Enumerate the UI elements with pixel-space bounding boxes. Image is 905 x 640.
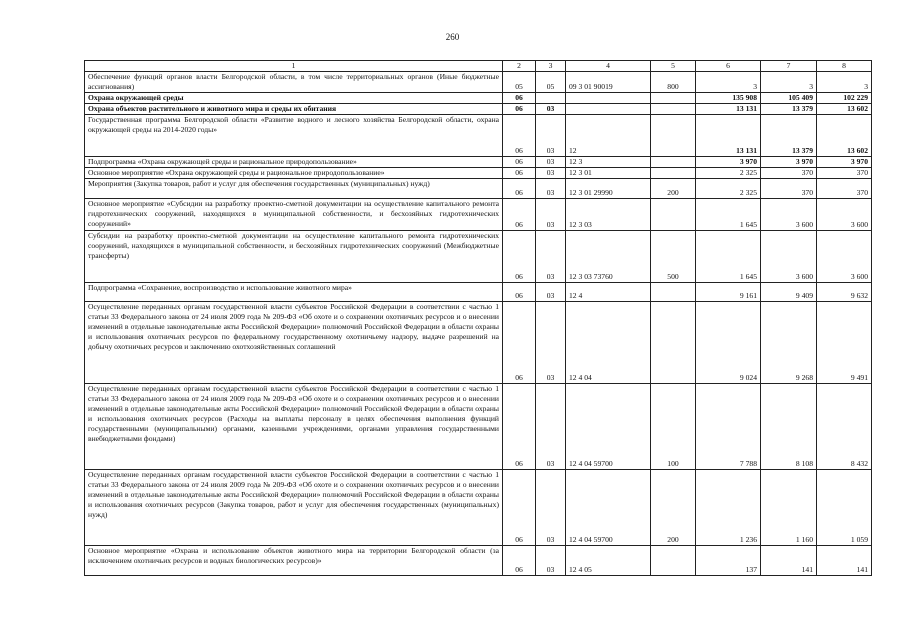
amount-col-8: 3 970 <box>817 157 872 168</box>
column-header: 5 <box>651 61 696 72</box>
section-code: 06 <box>503 546 536 576</box>
target-article-code: 12 3 <box>566 157 651 168</box>
target-article-code: 12 4 04 59700 <box>566 470 651 546</box>
expense-type-code <box>651 302 696 384</box>
section-code: 05 <box>503 72 536 93</box>
subsection-code: 03 <box>536 179 566 199</box>
table-row <box>85 231 872 283</box>
amount-col-6: 2 325 <box>696 168 761 179</box>
amount-col-7: 8 108 <box>761 384 817 470</box>
expense-type-code <box>651 93 696 104</box>
target-article-code: 12 3 03 <box>566 199 651 231</box>
amount-col-6: 2 325 <box>696 179 761 199</box>
amount-col-6: 1 236 <box>696 470 761 546</box>
subsection-code: 03 <box>536 283 566 302</box>
section-code: 06 <box>503 157 536 168</box>
amount-col-8: 13 602 <box>817 115 872 157</box>
expense-type-code: 500 <box>651 231 696 283</box>
column-header: 3 <box>536 61 566 72</box>
expense-type-code <box>651 283 696 302</box>
amount-col-7: 9 268 <box>761 302 817 384</box>
row-name: Охрана окружающей среды <box>85 93 503 104</box>
section-code: 06 <box>503 93 536 104</box>
expense-type-code <box>651 546 696 576</box>
header-row <box>85 61 872 72</box>
row-name: Обеспечение функций органов власти Белгородской области, в том числе территориальных органов (Иные бюджетные ассигнования) <box>85 72 503 93</box>
amount-col-7: 370 <box>761 168 817 179</box>
amount-col-6: 9 161 <box>696 283 761 302</box>
subsection-code: 03 <box>536 104 566 115</box>
amount-col-6: 137 <box>696 546 761 576</box>
amount-col-8: 370 <box>817 168 872 179</box>
amount-col-8: 3 <box>817 72 872 93</box>
column-header: 8 <box>817 61 872 72</box>
expense-type-code: 200 <box>651 179 696 199</box>
row-name: Мероприятия (Закупка товаров, работ и услуг для обеспечения государственных (муниципальных) нужд) <box>85 179 503 199</box>
subsection-code: 03 <box>536 470 566 546</box>
row-name: Осуществление переданных органам государственной власти субъектов Российской Федерации в соответствии с частью 1 статьи 33 Федерального закона от 24 июля 2009 года № 209-ФЗ «Об охоте и о сохранении охотничьих ресурсов и о внесении изменений в отдельные законодательные акты Российской Федерации» полномочий Российской Федерации в области охраны и использования охотничьих ресурсов по федеральному государственному охотничьему надзору, выдаче разрешений на добычу охотничьих ресурсов и заключению охотхозяйственных соглашений <box>85 302 503 384</box>
subsection-code: 03 <box>536 302 566 384</box>
amount-col-7: 105 409 <box>761 93 817 104</box>
table-row <box>85 302 872 384</box>
target-article-code: 12 4 <box>566 283 651 302</box>
section-code: 06 <box>503 115 536 157</box>
row-name: Осуществление переданных органам государственной власти субъектов Российской Федерации в соответствии с частью 1 статьи 33 Федерального закона от 24 июля 2009 года № 209-ФЗ «Об охоте и о сохранении охотничьих ресурсов и о внесении изменений в отдельные законодательные акты Российской Федерации» полномочий Российской Федерации в области охраны и использования охотничьих ресурсов (Закупка товаров, работ и услуг для обеспечения государственных (муниципальных) нужд) <box>85 470 503 546</box>
amount-col-6: 13 131 <box>696 115 761 157</box>
row-name: Государственная программа Белгородской области «Развитие водного и лесного хозяйства Белгородской области, охрана окружающей среды на 2014-2020 годы» <box>85 115 503 157</box>
section-code: 06 <box>503 384 536 470</box>
amount-col-7: 3 600 <box>761 231 817 283</box>
section-code: 06 <box>503 470 536 546</box>
amount-col-6: 9 024 <box>696 302 761 384</box>
table-row <box>85 179 872 199</box>
table-row <box>85 199 872 231</box>
target-article-code: 09 3 01 90019 <box>566 72 651 93</box>
target-article-code: 12 4 04 59700 <box>566 384 651 470</box>
row-name: Подпрограмма «Сохранение, воспроизводство и использование животного мира» <box>85 283 503 302</box>
amount-col-8: 9 632 <box>817 283 872 302</box>
subsection-code: 03 <box>536 199 566 231</box>
row-name: Основное мероприятие «Охрана и использование объектов животного мира на территории Белгородской области (за исключением охотничьих ресурсов и водных биологических ресурсов)» <box>85 546 503 576</box>
table-row <box>85 384 872 470</box>
amount-col-6: 13 131 <box>696 104 761 115</box>
amount-col-6: 3 <box>696 72 761 93</box>
amount-col-6: 7 788 <box>696 384 761 470</box>
column-header: 1 <box>85 61 503 72</box>
amount-col-7: 3 600 <box>761 199 817 231</box>
table-row <box>85 470 872 546</box>
amount-col-8: 102 229 <box>817 93 872 104</box>
expense-type-code <box>651 168 696 179</box>
subsection-code: 03 <box>536 546 566 576</box>
amount-col-7: 9 409 <box>761 283 817 302</box>
section-code: 06 <box>503 283 536 302</box>
expense-type-code <box>651 104 696 115</box>
section-code: 06 <box>503 179 536 199</box>
table-row <box>85 546 872 576</box>
column-header: 7 <box>761 61 817 72</box>
column-header: 2 <box>503 61 536 72</box>
amount-col-8: 370 <box>817 179 872 199</box>
expense-type-code: 100 <box>651 384 696 470</box>
section-code: 06 <box>503 199 536 231</box>
expense-type-code <box>651 115 696 157</box>
table-row <box>85 104 872 115</box>
row-name: Охрана объектов растительного и животного мира и среды их обитания <box>85 104 503 115</box>
table-row <box>85 72 872 93</box>
amount-col-6: 3 970 <box>696 157 761 168</box>
expense-type-code: 200 <box>651 470 696 546</box>
subsection-code: 05 <box>536 72 566 93</box>
target-article-code <box>566 93 651 104</box>
expense-type-code <box>651 157 696 168</box>
table-row <box>85 168 872 179</box>
section-code: 06 <box>503 302 536 384</box>
budget-table <box>84 60 872 576</box>
section-code: 06 <box>503 231 536 283</box>
amount-col-8: 13 602 <box>817 104 872 115</box>
row-name: Основное мероприятие «Охрана окружающей среды и рациональное природопользование» <box>85 168 503 179</box>
target-article-code: 12 4 05 <box>566 546 651 576</box>
amount-col-8: 3 600 <box>817 199 872 231</box>
amount-col-7: 1 160 <box>761 470 817 546</box>
amount-col-7: 13 379 <box>761 115 817 157</box>
expense-type-code <box>651 199 696 231</box>
amount-col-6: 1 645 <box>696 231 761 283</box>
column-header: 6 <box>696 61 761 72</box>
page-number: 260 <box>445 32 460 42</box>
table-row <box>85 115 872 157</box>
amount-col-6: 135 908 <box>696 93 761 104</box>
amount-col-8: 8 432 <box>817 384 872 470</box>
target-article-code: 12 4 04 <box>566 302 651 384</box>
amount-col-7: 141 <box>761 546 817 576</box>
target-article-code <box>566 104 651 115</box>
subsection-code: 03 <box>536 115 566 157</box>
amount-col-8: 141 <box>817 546 872 576</box>
table-row <box>85 283 872 302</box>
subsection-code <box>536 93 566 104</box>
amount-col-8: 9 491 <box>817 302 872 384</box>
subsection-code: 03 <box>536 384 566 470</box>
amount-col-7: 3 970 <box>761 157 817 168</box>
amount-col-6: 1 645 <box>696 199 761 231</box>
target-article-code: 12 3 01 29990 <box>566 179 651 199</box>
row-name: Основное мероприятие «Субсидии на разработку проектно-сметной документации на осуществление капитального ремонта гидротехнических сооружений, находящихся в муниципальной собственности, и бесхозяйных гидротехнических сооружений» <box>85 199 503 231</box>
section-code: 06 <box>503 168 536 179</box>
subsection-code: 03 <box>536 157 566 168</box>
table-row <box>85 93 872 104</box>
row-name: Подпрограмма «Охрана окружающей среды и рациональное природопользование» <box>85 157 503 168</box>
section-code: 06 <box>503 104 536 115</box>
table-row <box>85 157 872 168</box>
row-name: Осуществление переданных органам государственной власти субъектов Российской Федерации в соответствии с частью 1 статьи 33 Федерального закона от 24 июля 2009 года № 209-ФЗ «Об охоте и о сохранении охотничьих ресурсов и о внесении изменений в отдельные законодательные акты Российской Федерации» полномочий Российской Федерации в области охраны и использования охотничьих ресурсов (Расходы на выплаты персоналу в целях обеспечения выполнения функций государственными (муниципальными) органами, казенными учреждениями, органами управления государственными внебюджетными фондами) <box>85 384 503 470</box>
amount-col-8: 3 600 <box>817 231 872 283</box>
subsection-code: 03 <box>536 168 566 179</box>
amount-col-8: 1 059 <box>817 470 872 546</box>
expense-type-code: 800 <box>651 72 696 93</box>
amount-col-7: 13 379 <box>761 104 817 115</box>
amount-col-7: 370 <box>761 179 817 199</box>
amount-col-7: 3 <box>761 72 817 93</box>
row-name: Субсидии на разработку проектно-сметной документации на осуществление капитального ремонта гидротехнических сооружений, находящихся в муниципальной собственности, и бесхозяйных гидротехнических сооружений (Межбюджетные трансферты) <box>85 231 503 283</box>
target-article-code: 12 3 03 73760 <box>566 231 651 283</box>
target-article-code: 12 3 01 <box>566 168 651 179</box>
column-header: 4 <box>566 61 651 72</box>
subsection-code: 03 <box>536 231 566 283</box>
target-article-code: 12 <box>566 115 651 157</box>
